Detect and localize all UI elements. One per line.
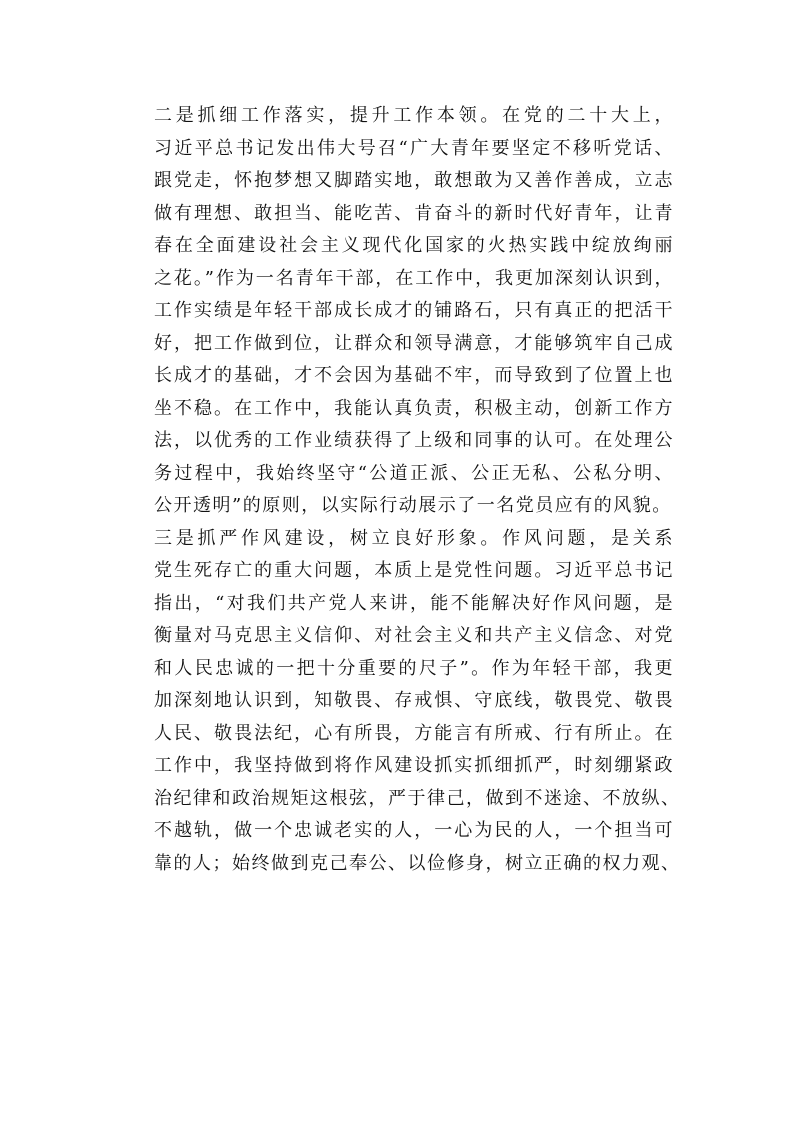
text-line: 三是抓严作风建设，树立良好形象。作风问题，是关系 [154,527,674,549]
text-line: 习近平总书记发出伟大号召“广大青年要坚定不移听党话、 [154,137,674,159]
text-line: 跟党走，怀抱梦想又脚踏实地，敢想敢为又善作善成，立志 [154,170,674,191]
text-line: 法，以优秀的工作业绩获得了上级和同事的认可。在处理公 [154,430,674,451]
paragraph-work-implementation [118,100,674,523]
text-line: 春在全面建设社会主义现代化国家的火热实践中绽放绚丽 [154,235,674,256]
text-line: 加深刻地认识到，知敬畏、存戒惧、守底线，敬畏党、敬畏 [154,690,674,711]
text-line: 坐不稳。在工作中，我能认真负责，积极主动，创新工作方 [154,397,674,419]
text-line: 人民、敬畏法纪，心有所畏，方能言有所戒、行有所止。在 [154,722,674,744]
text-line: 做有理想、敢担当、能吃苦、肯奋斗的新时代好青年，让青 [154,202,674,224]
text-line: 和人民忠诚的一把十分重要的尺子”。作为年轻干部，我更 [154,657,674,679]
text-line: 务过程中，我始终坚守“公道正派、公正无私、公私分明、 [154,462,674,484]
document-body [118,100,681,880]
text-line: 好，把工作做到位，让群众和领导满意，才能够筑牢自己成 [154,332,674,354]
text-line: 之花。”作为一名青年干部，在工作中，我更加深刻认识到， [154,267,674,289]
text-line: 长成才的基础，才不会因为基础不牢，而导致到了位置上也 [154,365,674,386]
text-line: 党生死存亡的重大问题，本质上是党性问题。习近平总书记 [154,560,674,581]
paragraph-work-style [118,523,681,881]
text-line: 工作实绩是年轻干部成长成才的铺路石，只有真正的把活干 [154,300,674,321]
text-line: 靠的人；始终做到克己奉公、以俭修身，树立正确的权力观、 [154,852,681,874]
text-line: 指出，“对我们共产党人来讲，能不能解决好作风问题，是 [154,592,674,614]
text-line: 公开透明”的原则，以实际行动展示了一名党员应有的风貌。 [154,495,672,516]
text-line: 二是抓细工作落实，提升工作本领。在党的二十大上， [154,105,674,126]
text-line: 不越轨，做一个忠诚老实的人，一心为民的人，一个担当可 [154,820,674,841]
text-line: 治纪律和政治规矩这根弦，严于律己，做到不迷途、不放纵、 [154,787,681,809]
text-line: 衡量对马克思主义信仰、对社会主义和共产主义信念、对党 [154,625,674,646]
text-line: 工作中，我坚持做到将作风建设抓实抓细抓严，时刻绷紧政 [154,755,674,776]
